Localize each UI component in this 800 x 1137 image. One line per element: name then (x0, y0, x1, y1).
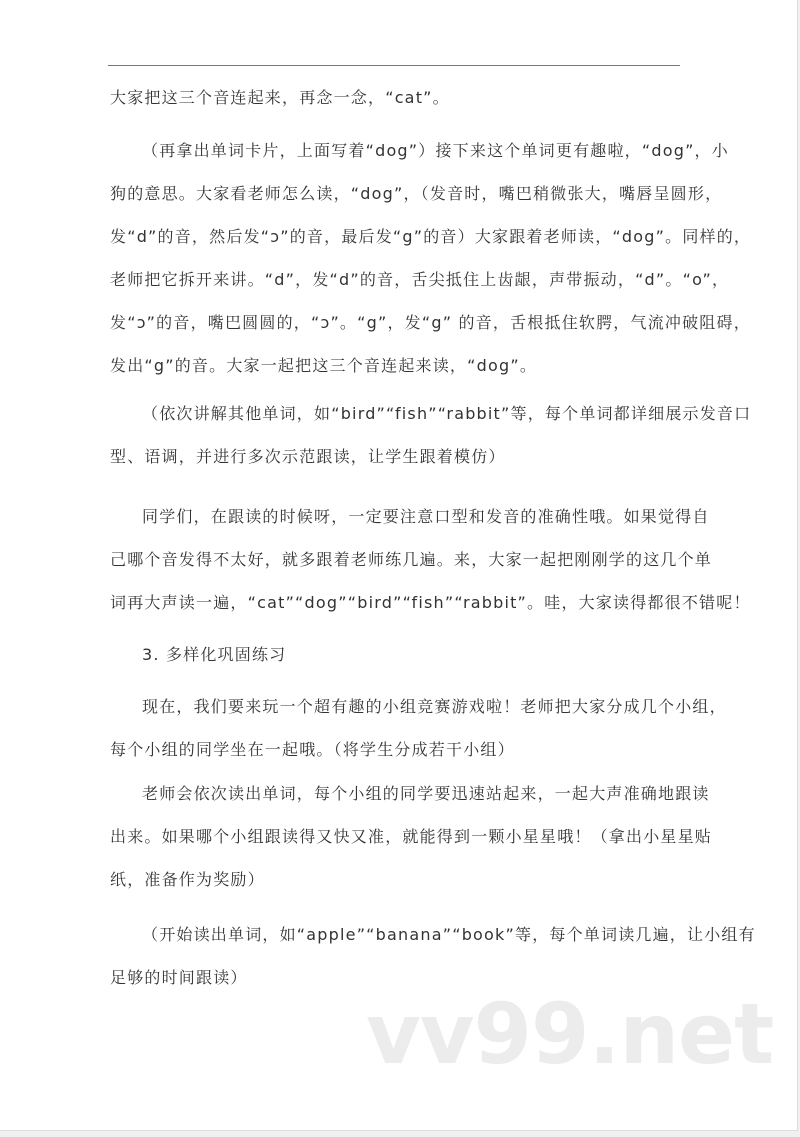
text-line: 老师会依次读出单词，每个小组的同学要迅速站起来，一起大声准确地跟读 (142, 784, 710, 803)
text-line: 狗的意思。大家看老师怎么读，“dog”，（发音时，嘴巴稍微张大，嘴唇呈圆形， (110, 184, 723, 203)
text-line: 每个小组的同学坐在一起哦。（将学生分成若干小组） (110, 740, 515, 759)
text-line: 型、语调，并进行多次示范跟读，让学生跟着模仿） (110, 447, 506, 466)
section-heading: 3. 多样化巩固练习 (142, 645, 287, 664)
text-line: 纸，准备作为奖励） (110, 870, 265, 889)
text-line: 足够的时间跟读） (110, 968, 248, 987)
text-line: 己哪个音发得不太好，就多跟着老师练几遍。来，大家一起把刚刚学的这几个单 (110, 550, 713, 569)
text-line: 现在，我们要来玩一个超有趣的小组竞赛游戏啦！老师把大家分成几个小组， (142, 697, 727, 716)
text-line: 发出“g”的音。大家一起把这三个音连起来读，“dog”。 (110, 356, 538, 375)
text-line: 出来。如果哪个小组跟读得又快又准，就能得到一颗小星星哦！（拿出小星星贴 (110, 827, 713, 846)
text-line: （开始读出单词，如“apple”“banana”“book”等，每个单词读几遍，让小组有 (142, 925, 756, 944)
text-line: （依次讲解其他单词，如“bird”“fish”“rabbit”等，每个单词都详细展示发音口 (142, 404, 752, 423)
text-line: 发“ɔ”的音，嘴巴圆圆的，“ɔ”。“g”，发“g” 的音，舌根抵住软腭，气流冲破阻碍， (110, 313, 751, 332)
text-line: 发“d”的音，然后发“ɔ”的音，最后发“g”的音）大家跟着老师读，“dog”。同样的， (110, 227, 752, 246)
text-line: 同学们，在跟读的时候呀，一定要注意口型和发音的准确性哦。如果觉得自 (142, 507, 710, 526)
text-line: 老师把它拆开来讲。“d”，发“d”的音，舌尖抵住上齿龈，声带振动，“d”。“o”， (110, 270, 730, 289)
watermark: vv99.net (366, 985, 774, 1083)
text-line: 大家把这三个音连起来，再念一念，“cat”。 (110, 88, 450, 107)
text-line: 词再大声读一遍，“cat”“dog”“bird”“fish”“rabbit”。哇，大家读得都很不错呢！ (110, 593, 751, 612)
header-rule (108, 65, 680, 66)
text-line: （再拿出单词卡片，上面写着“dog”）接下来这个单词更有趣啦，“dog”，小 (142, 141, 729, 160)
